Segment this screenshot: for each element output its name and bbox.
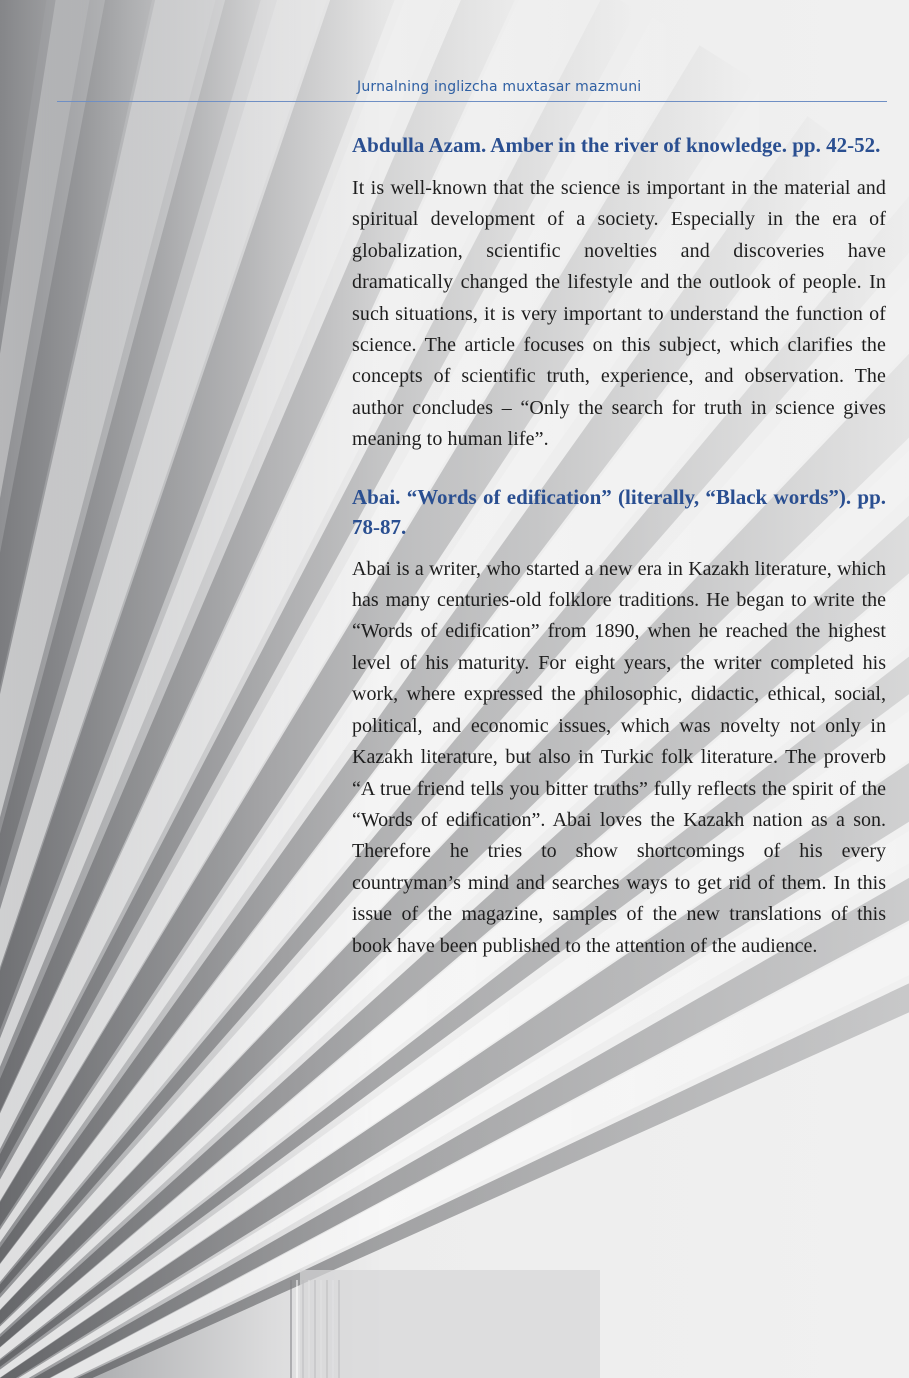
article-title-main: Abdulla Azam. Amber in the river of knowledge.: [352, 133, 787, 157]
header-divider: [57, 101, 887, 102]
article-abai: [352, 482, 886, 962]
article-title-main: Abai. “Words of edification” (literally, “Black words”).: [352, 484, 852, 509]
article-title: [352, 130, 886, 160]
article-title: [352, 482, 886, 542]
decorative-bar: [296, 1280, 298, 1378]
article-abdulla-azam: [352, 130, 886, 456]
article-abstract: It is well-known that the science is important in the material and spiritual development of a society. Especially in the era of globalization, scientific novelties and discoveries have dramatically changed the lifestyle and the outlook of people. In such situations, it is very important to understand the function of science. The article focuses on this subject, which clarifies the concepts of scientific truth, experience, and observation. The author concludes – “Only the search for truth in science gives meaning to human life”.: [352, 177, 886, 451]
article-list: [352, 130, 886, 962]
article-title-pages: pp. 78-87.: [352, 484, 887, 539]
decorative-bar: [290, 1280, 292, 1378]
article-title-pages: pp. 42-52.: [792, 133, 881, 157]
article-abstract: Abai is a writer, who started a new era in Kazakh literature, which has many centuries-old folklore traditions. He began to write the “Words of edification” from 1890, when he reached the highest level of his maturity. For eight years, the writer completed his work, where expressed the philosophic, didactic, ethical, social, political, and economic issues, which was novelty not only in Kazakh literature, but also in Turkic folk literature. The proverb “A true friend tells you bitter truths” fully reflects the spirit of the “Words of edification”. Abai loves the Kazakh nation as a son. Therefore he tries to show shortcomings of his every countryman’s mind and searches ways to get rid of them. In this issue of the magazine, samples of the new translations of this book have been published to the attention of the audience.: [352, 557, 886, 957]
running-header: Jurnalning inglizcha muxtasar mazmuni: [357, 79, 642, 95]
